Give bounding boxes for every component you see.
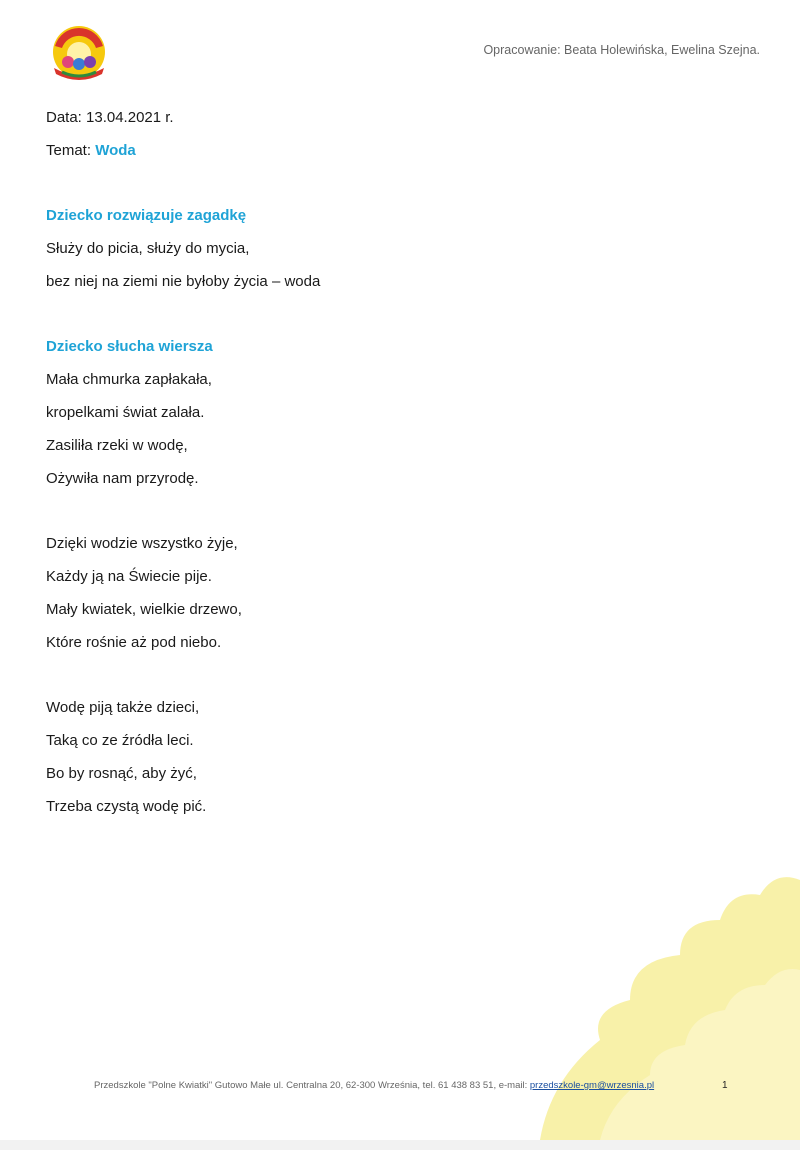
poem-line: Zasiliła rzeki w wodę,	[46, 437, 188, 454]
riddle-heading: Dziecko rozwiązuje zagadkę	[46, 207, 247, 224]
poem-line: Trzeba czystą wodę pić.	[46, 798, 207, 815]
poem-line: Taką co ze źródła leci.	[46, 732, 194, 749]
header-credit: Opracowanie: Beata Holewińska, Ewelina Szejna.	[483, 43, 760, 57]
sun-decoration-icon	[480, 860, 800, 1140]
riddle-line: bez niej na ziemi nie byłoby życia – woda	[46, 273, 321, 290]
topic-label: Temat:	[46, 142, 96, 159]
poem-line: Wodę piją także dzieci,	[46, 699, 200, 716]
poem-line: Dzięki wodzie wszystko żyje,	[46, 535, 238, 552]
footer-address-text: Przedszkole "Polne Kwiatki" Gutowo Małe ul. Centralna 20, 62-300 Września, tel. 61 438 83 51, e-mail:	[94, 1080, 530, 1091]
poem-line: Które rośnie aż pod niebo.	[46, 634, 222, 651]
poem-line: Każdy ją na Świecie pije.	[46, 568, 212, 585]
date-line: Data: 13.04.2021 r.	[46, 109, 174, 126]
poem-line: Bo by rosnąć, aby żyć,	[46, 765, 197, 782]
poem-line: kropelkami świat zalała.	[46, 404, 205, 421]
footer-address	[94, 1080, 654, 1091]
footer-email-link[interactable]: przedszkole-gm@wrzesnia.pl	[529, 1080, 655, 1091]
page-number: 1	[722, 1080, 728, 1091]
document-content	[46, 108, 746, 830]
riddle-line: Służy do picia, służy do mycia,	[46, 240, 250, 257]
preschool-logo-icon	[44, 24, 114, 82]
poem-line: Mała chmurka zapłakała,	[46, 371, 212, 388]
poem-line: Mały kwiatek, wielkie drzewo,	[46, 601, 242, 618]
topic-value: Woda	[95, 142, 136, 159]
topic-line	[46, 141, 746, 174]
poem-heading: Dziecko słucha wiersza	[46, 338, 213, 355]
poem-line: Ożywiła nam przyrodę.	[46, 470, 199, 487]
